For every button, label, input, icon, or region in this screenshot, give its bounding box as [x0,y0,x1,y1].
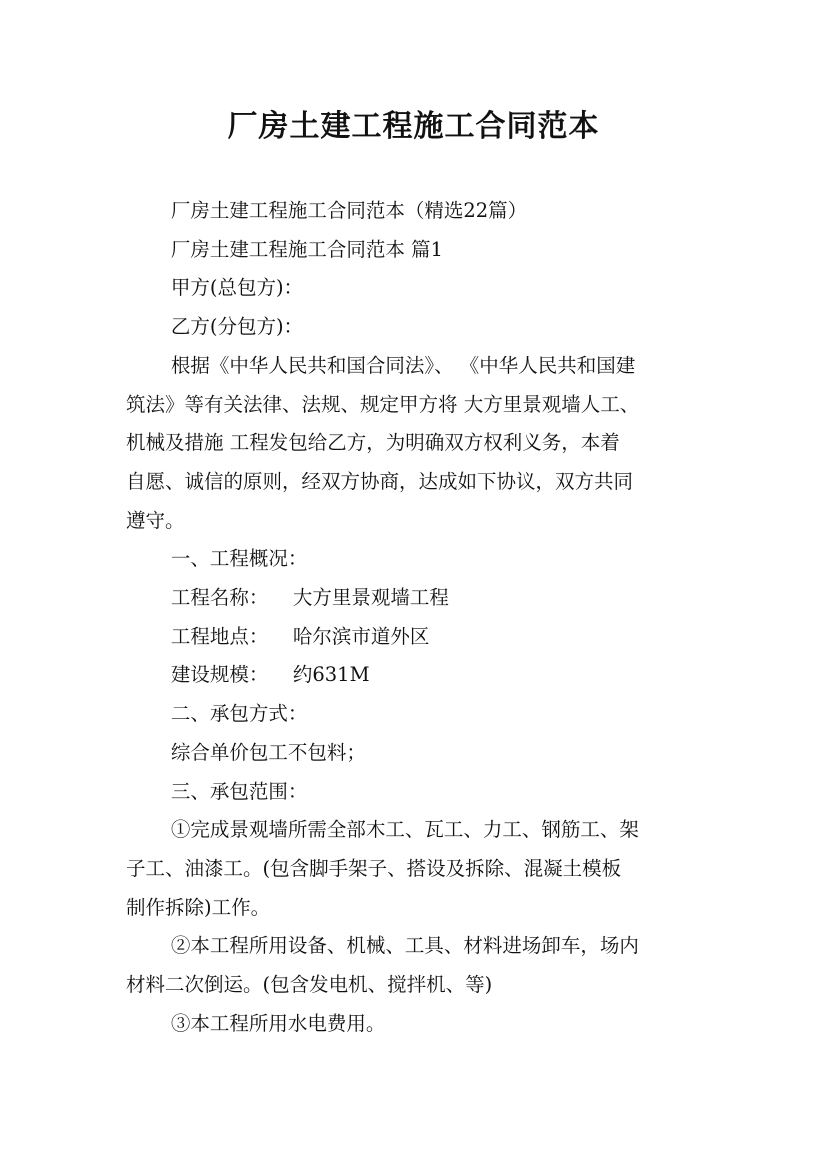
section-heading-overview: 一、工程概况： [170,547,308,571]
project-scale-label: 建设规模： [170,663,269,687]
section-heading-scope: 三、承包范围： [170,779,308,803]
scope-line: 制作拆除)工作。 [126,895,271,919]
subtitle-paragraph: 厂房土建工程施工合同范本（精选22篇） [170,199,528,222]
section-heading-method: 二、承包方式： [170,702,308,726]
project-site-value: 哈尔滨市道外区 [292,624,430,648]
scope-line: ①完成景观墙所需全部木工、瓦工、力工、钢筋工、架 [170,818,639,842]
contract-method-paragraph: 综合单价包工不包料； [170,740,366,764]
scope-item-1 [126,811,706,927]
project-site-row [126,618,706,657]
project-scale-value: 约631M [292,663,370,687]
project-name-label: 工程名称： [170,586,269,610]
document-title: 厂房土建工程施工合同范本 [227,109,600,144]
preamble-line: 筑法》等有关法律、法规、规定甲方将 大方里景观墙人工、 [126,392,640,416]
scope-line: ②本工程所用设备、机械、工具、材料进场卸车，场内 [170,934,639,958]
party-b-line: 乙方(分包方)： [170,315,304,339]
project-name-value: 大方里景观墙工程 [292,586,449,610]
scope-item-3: ③本工程所用水电费用。 [170,1011,386,1035]
project-site-label: 工程地点： [170,624,269,648]
scope-line: 材料二次倒运。(包含发电机、搅拌机、等) [126,973,493,997]
scope-line: 子工、油漆工。(包含脚手架子、搭设及拆除、混凝土模板 [126,856,622,880]
preamble-paragraph [126,347,706,541]
chapter-heading: 厂房土建工程施工合同范本 篇1 [170,237,443,261]
preamble-line: 根据《中华人民共和国合同法》、 《中华人民共和国建 [170,353,636,377]
preamble-line: 自愿、诚信的原则，经双方协商，达成如下协议，双方共同 [126,469,634,493]
preamble-line: 机械及措施 工程发包给乙方，为明确双方权利义务，本着 [126,431,620,455]
document-body [126,192,706,1043]
scope-item-2 [126,927,706,1004]
project-scale-row [126,656,706,695]
project-name-row [126,579,706,618]
preamble-line: 遵守。 [126,508,185,532]
party-a-line: 甲方(总包方)： [170,276,304,300]
